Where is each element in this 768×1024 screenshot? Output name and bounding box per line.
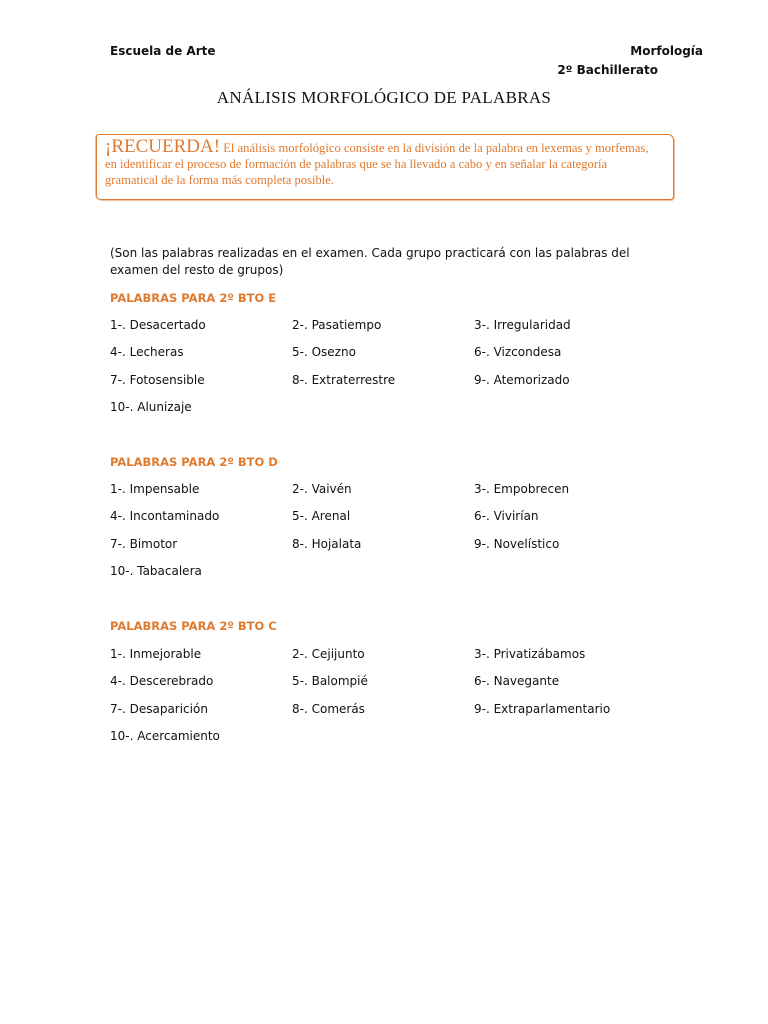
subject-name: Morfología (630, 44, 703, 58)
word-row (110, 373, 670, 400)
word-row (110, 674, 670, 701)
word-item: 1-. Desacertado (110, 318, 206, 332)
word-item: 7-. Fotosensible (110, 372, 205, 387)
word-row (110, 537, 670, 564)
word-item: 2-. Cejijunto (292, 647, 365, 661)
word-item: 6-. Navegante (474, 674, 560, 689)
word-item: 6-. Vizcondesa (474, 345, 562, 360)
word-item: 9-. Novelístico (474, 536, 560, 551)
section-title-e: PALABRAS PARA 2º BTO E (110, 291, 277, 305)
word-item: 5-. Osezno (292, 345, 356, 360)
word-item: 9-. Atemorizado (474, 372, 570, 387)
word-item: 5-. Arenal (292, 509, 351, 524)
word-item: 2-. Pasatiempo (292, 318, 382, 332)
course-level: 2º Bachillerato (557, 63, 658, 77)
word-row (110, 509, 670, 536)
word-item: 10-. Tabacalera (110, 564, 202, 579)
page-title: ANÁLISIS MORFOLÓGICO DE PALABRAS (216, 88, 552, 107)
word-item: 3-. Privatizábamos (474, 647, 586, 661)
word-item: 8-. Comerás (292, 701, 365, 716)
word-item: 7-. Desaparición (110, 701, 208, 716)
word-item: 10-. Acercamiento (110, 729, 220, 744)
word-row (110, 564, 670, 591)
word-row (110, 729, 670, 756)
word-item: 1-. Inmejorable (110, 647, 202, 661)
word-row (110, 702, 670, 729)
word-item: 3-. Irregularidad (474, 318, 571, 332)
intro-paragraph: (Son las palabras realizadas en el examen. Cada grupo practicará con las palabras del examen del resto de grupos) (110, 246, 630, 277)
word-item: 4-. Descerebrado (110, 674, 214, 689)
word-item: 8-. Extraterrestre (292, 372, 396, 387)
word-item: 4-. Incontaminado (110, 509, 220, 524)
word-list-d (110, 482, 670, 592)
section-title-d: PALABRAS PARA 2º BTO D (110, 455, 278, 469)
word-item: 2-. Vaivén (292, 482, 352, 496)
word-row (110, 345, 670, 372)
word-item: 3-. Empobrecen (474, 482, 570, 496)
word-item: 9-. Extraparlamentario (474, 701, 611, 716)
word-item: 5-. Balompié (292, 674, 368, 689)
word-list-c (110, 647, 670, 757)
reminder-text (105, 136, 657, 188)
section-title-c: PALABRAS PARA 2º BTO C (110, 619, 277, 633)
word-item: 8-. Hojalata (292, 536, 362, 551)
word-row (110, 482, 670, 509)
school-name: Escuela de Arte (110, 44, 216, 58)
word-row (110, 318, 670, 345)
word-item: 4-. Lecheras (110, 345, 184, 360)
word-row (110, 647, 670, 674)
reminder-body: El análisis morfológico consiste en la división de la palabra en lexemas y morfemas, en identificar el proceso de formación de palabras que se ha llevado a cabo y en señalar la categoría gramatical de la forma más completa posible. (105, 141, 649, 187)
word-item: 7-. Bimotor (110, 536, 178, 551)
word-row (110, 400, 670, 427)
word-list-e (110, 318, 670, 428)
reminder-box (96, 134, 674, 200)
reminder-heading: ¡RECUERDA! (105, 136, 221, 157)
word-item: 10-. Alunizaje (110, 400, 192, 415)
word-item: 6-. Vivirían (474, 509, 539, 524)
word-item: 1-. Impensable (110, 482, 200, 496)
